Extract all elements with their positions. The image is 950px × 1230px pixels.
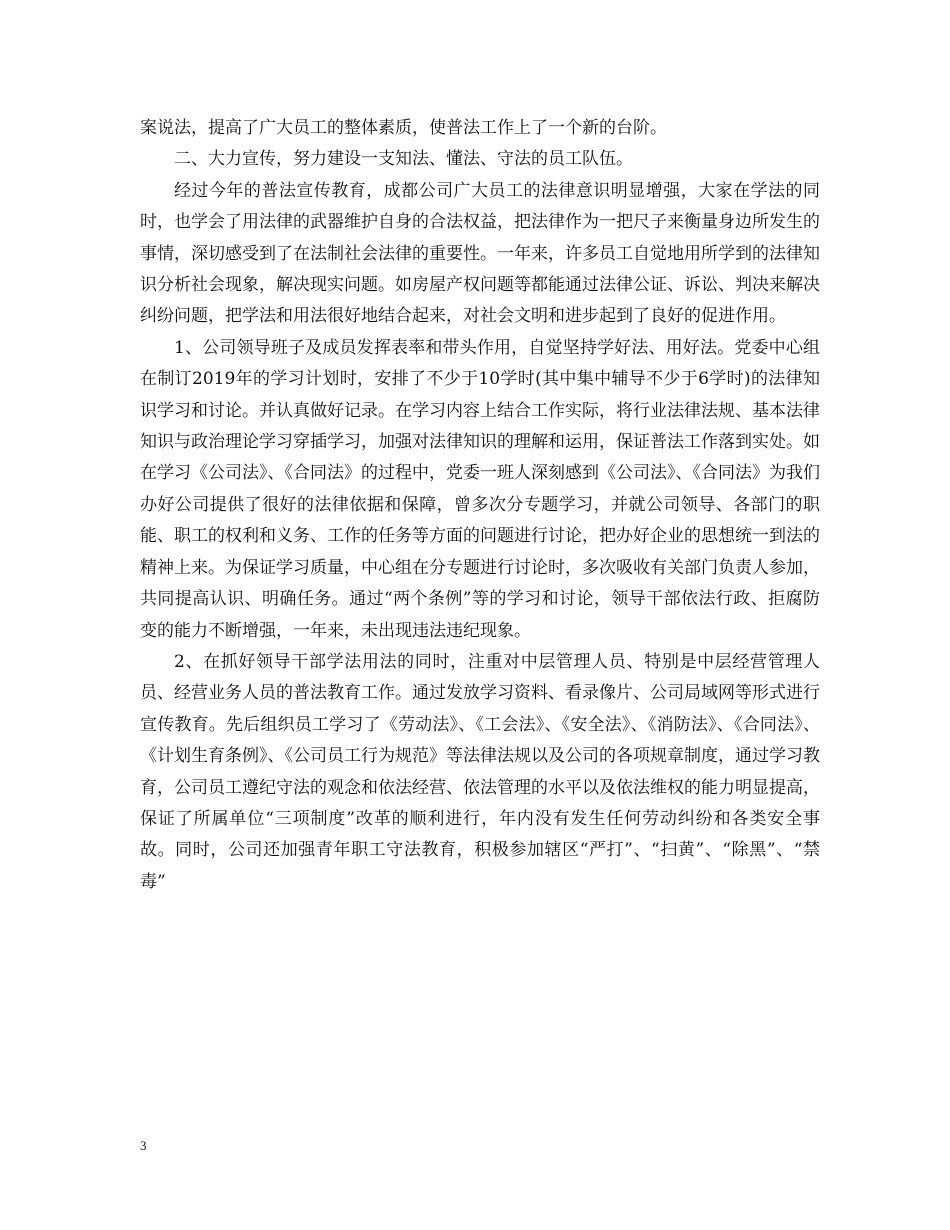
paragraph-3: 经过今年的普法宣传教育，成都公司广大员工的法律意识明显增强，大家在学法的同时，也学会了用法律的武器维护自身的合法权益，把法律作为一把尺子来衡量身边所发生的事情，深切感受到了在法制社会法律的重要性。一年来，许多员工自觉地用所学到的法律知识分析社会现象，解决现实问题。如房屋产权问题等都能通过法律公证、诉讼、判决来解决纠纷问题，把学法和用法很好地结合起来，对社会文明和进步起到了良好的促进作用。 (140, 180, 820, 327)
paragraph-4: 1、公司领导班子及成员发挥表率和带头作用，自觉坚持学好法、用好法。党委中心组在制订2019年的学习计划时，安排了不少于10学时(其中集中辅导不少于6学时)的法律知识学习和讨论。并认真做好记录。在学习内容上结合工作实际，将行业法律法规、基本法律知识与政治理论学习穿插学习，加强对法律知识的理解和运用，保证普法工作落到实处。如在学习《公司法》、《合同法》的过程中，党委一班人深刻感到《公司法》、《合同法》为我们办好公司提供了很好的法律依据和保障，曾多次分专题学习，并就公司领导、各部门的职能、职工的权利和义务、工作的任务等方面的问题进行讨论，把办好企业的思想统一到法的精神上来。为保证学习质量，中心组在分专题进行讨论时，多次吸收有关部门负责人参加，共同提高认识、明确任务。通过“两个条例”等的学习和讨论，领导干部依法行政、拒腐防变的能力不断增强，一年来，未出现违法违纪现象。 (140, 337, 820, 641)
page-number: 3 (140, 1138, 147, 1153)
paragraph-5: 2、在抓好领导干部学法用法的同时，注重对中层管理人员、特别是中层经营管理人员、经营业务人员的普法教育工作。通过发放学习资料、看录像片、公司局域网等形式进行宣传教育。先后组织员工学习了《劳动法》、《工会法》、《安全法》、《消防法》、《合同法》、《计划生育条例》、《公司员工行为规范》等法律法规以及公司的各项规章制度，通过学习教育，公司员工遵纪守法的观念和依法经营、依法管理的水平以及依法维权的能力明显提高，保证了所属单位“三项制度”改革的顺利进行，年内没有发生任何劳动纠纷和各类安全事故。同时，公司还加强青年职工守法教育，积极参加辖区“严打”、“扫黄”、“除黑”、“禁毒” (140, 651, 820, 892)
paragraph-1: 案说法，提高了广大员工的整体素质，使普法工作上了一个新的台阶。 (140, 118, 667, 138)
paragraph-2: 二、大力宣传，努力建设一支知法、懂法、守法的员工队伍。 (174, 149, 633, 170)
body-text (140, 113, 820, 898)
